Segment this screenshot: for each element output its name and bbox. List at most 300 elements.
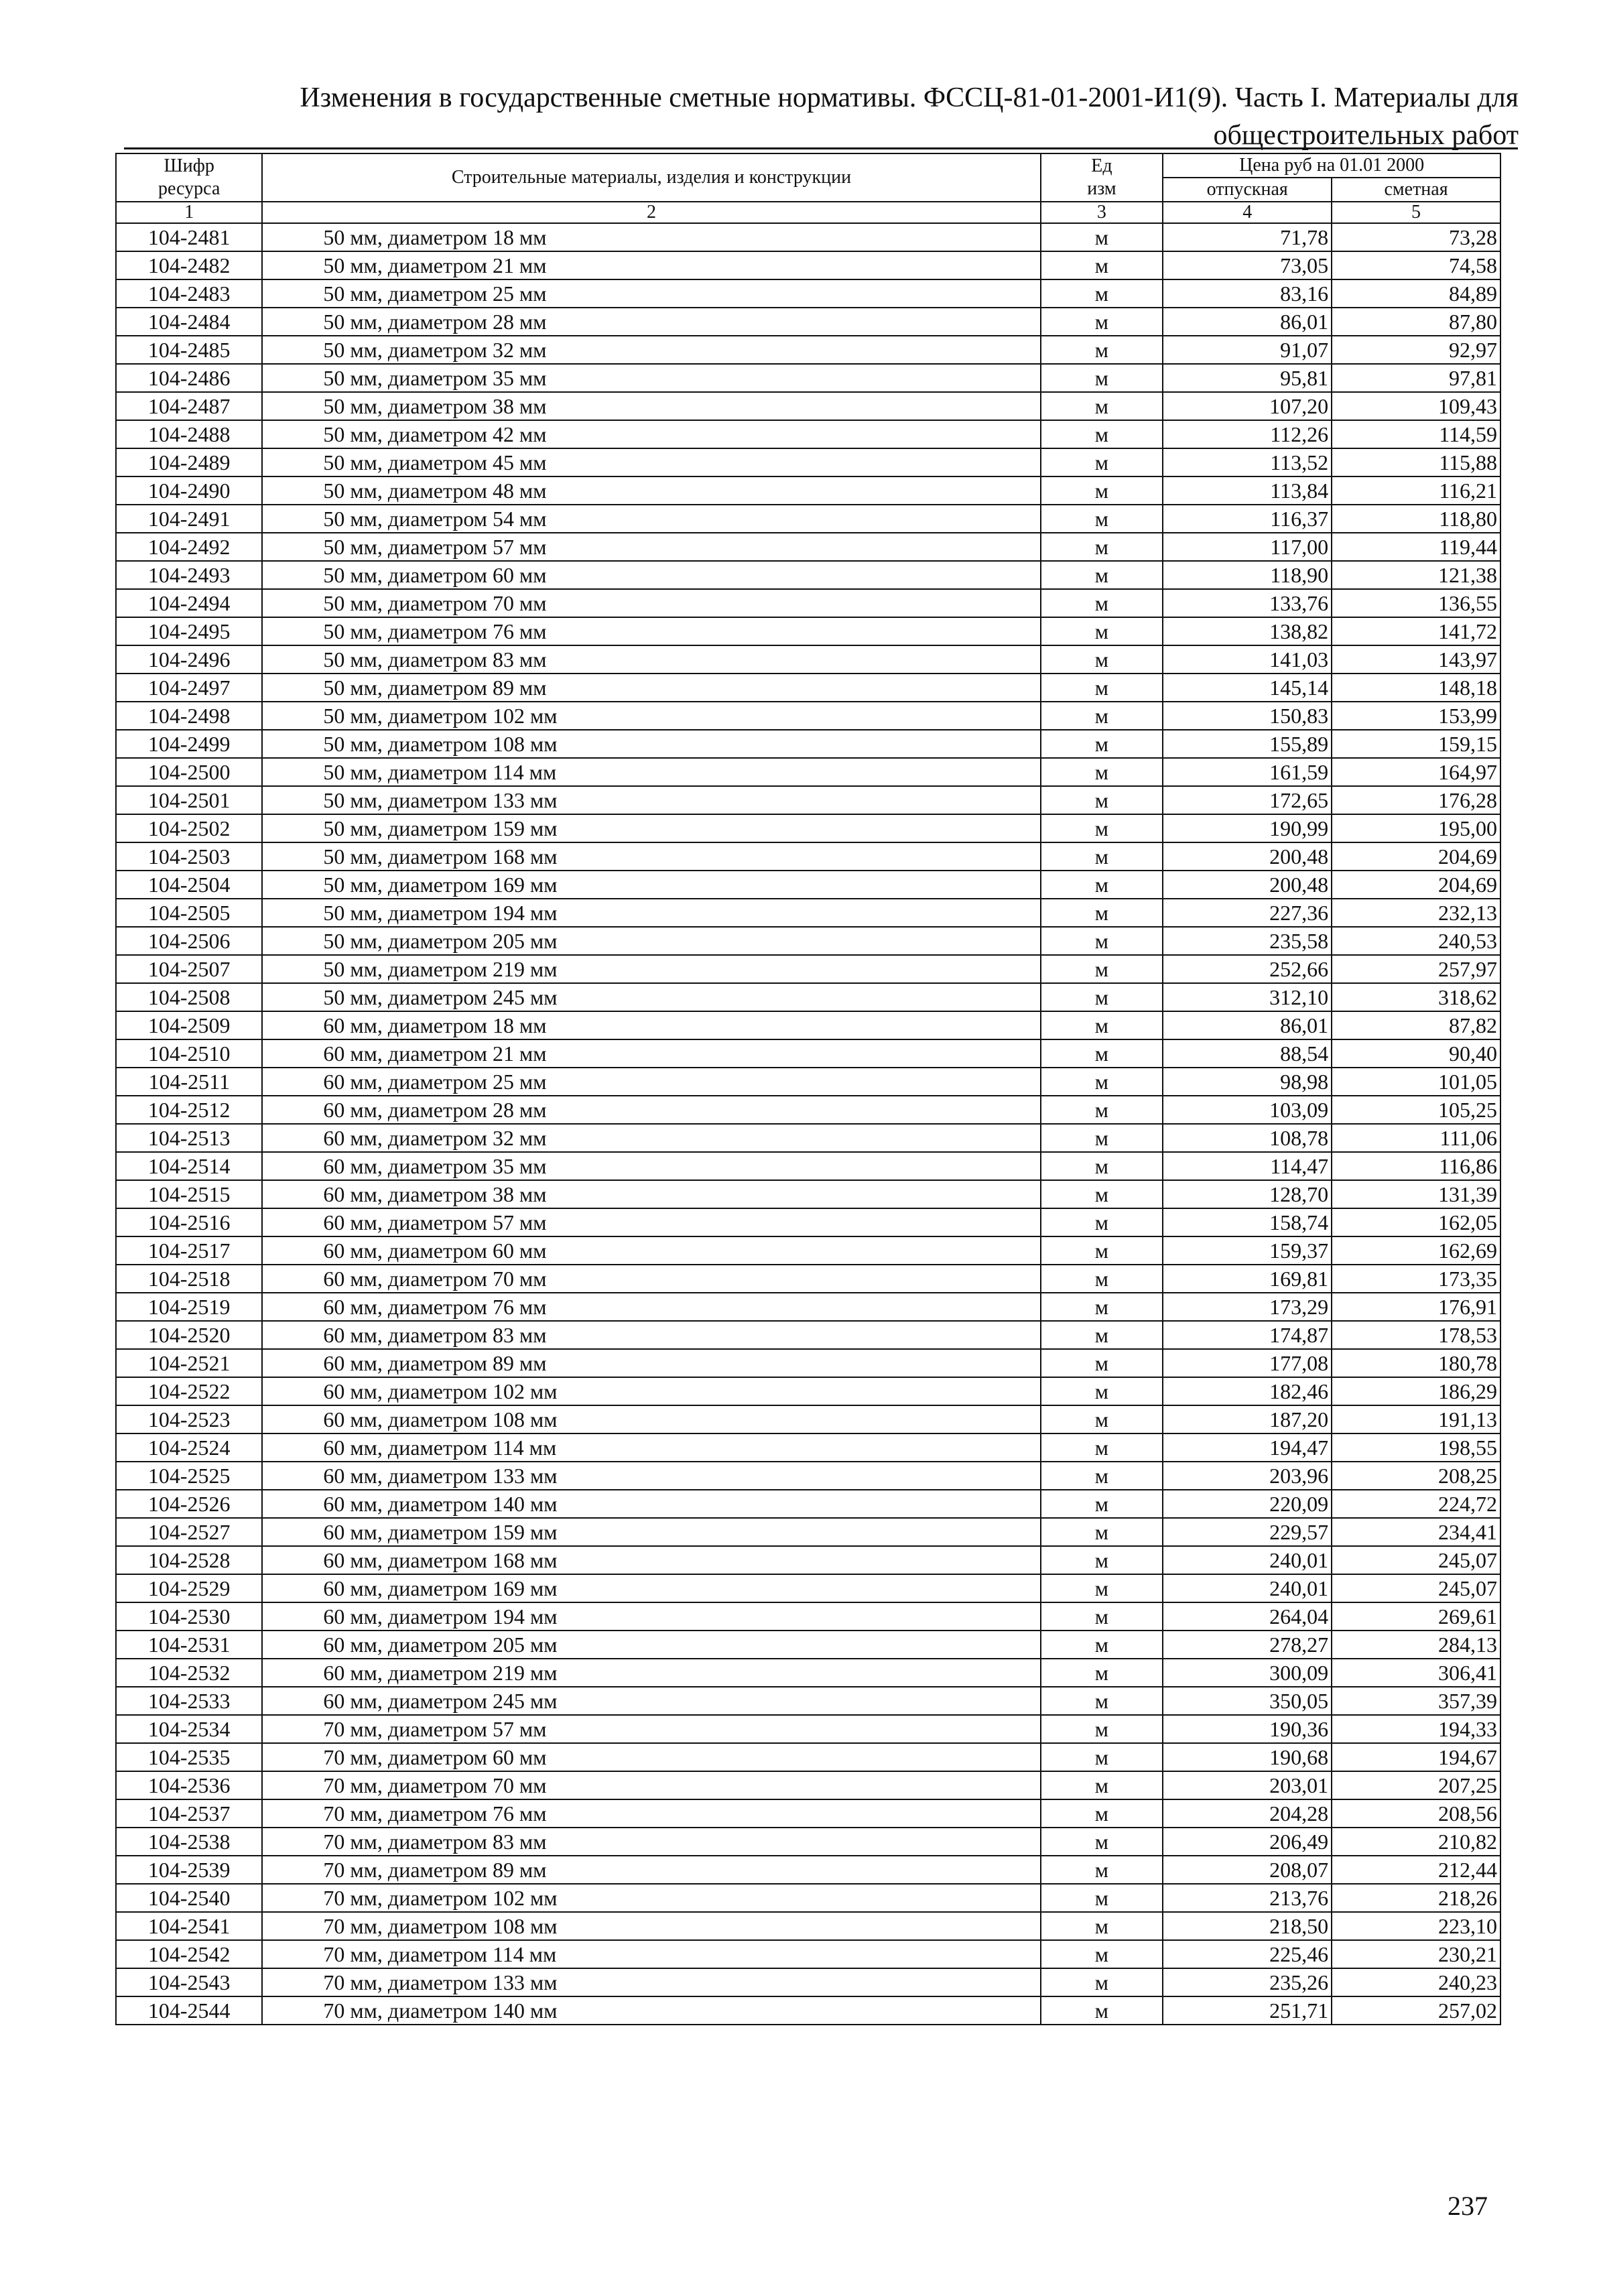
table-row [116, 1236, 1500, 1265]
estimate-price-cell: 208,25 [1332, 1462, 1500, 1490]
release-price-cell: 169,81 [1163, 1265, 1332, 1293]
release-price-cell: 86,01 [1163, 1011, 1332, 1039]
material-name-cell: 60 мм, диаметром 70 мм [262, 1265, 1040, 1293]
release-price-cell: 194,47 [1163, 1433, 1332, 1462]
unit-cell: м [1041, 1124, 1163, 1152]
table-row [116, 392, 1500, 420]
material-name-cell: 50 мм, диаметром 169 мм [262, 871, 1040, 899]
release-price-cell: 138,82 [1163, 617, 1332, 645]
table-row [116, 476, 1500, 505]
header-unit-line1: Ед [1091, 155, 1112, 176]
estimate-price-cell: 162,69 [1332, 1236, 1500, 1265]
release-price-cell: 174,87 [1163, 1321, 1332, 1349]
table-row [116, 1687, 1500, 1715]
table-row [116, 1743, 1500, 1771]
resource-code-cell: 104-2526 [116, 1490, 262, 1518]
estimate-price-cell: 257,02 [1332, 1996, 1500, 2025]
release-price-cell: 235,26 [1163, 1968, 1332, 1996]
resource-code-cell: 104-2528 [116, 1546, 262, 1574]
unit-cell: м [1041, 1490, 1163, 1518]
release-price-cell: 350,05 [1163, 1687, 1332, 1715]
table-row [116, 1574, 1500, 1602]
release-price-cell: 108,78 [1163, 1124, 1332, 1152]
estimate-price-cell: 218,26 [1332, 1884, 1500, 1912]
material-name-cell: 70 мм, диаметром 60 мм [262, 1743, 1040, 1771]
table-row [116, 871, 1500, 899]
unit-cell: м [1041, 533, 1163, 561]
resource-code-cell: 104-2524 [116, 1433, 262, 1462]
release-price-cell: 155,89 [1163, 730, 1332, 758]
unit-cell: м [1041, 308, 1163, 336]
estimate-price-cell: 105,25 [1332, 1096, 1500, 1124]
material-name-cell: 60 мм, диаметром 35 мм [262, 1152, 1040, 1180]
table-row [116, 336, 1500, 364]
resource-code-cell: 104-2513 [116, 1124, 262, 1152]
unit-cell: м [1041, 1968, 1163, 1996]
unit-cell: м [1041, 645, 1163, 674]
estimate-price-cell: 284,13 [1332, 1631, 1500, 1659]
unit-cell: м [1041, 251, 1163, 279]
unit-cell: м [1041, 1265, 1163, 1293]
unit-cell: м [1041, 1659, 1163, 1687]
release-price-cell: 264,04 [1163, 1602, 1332, 1631]
table-row [116, 1912, 1500, 1940]
table-row [116, 1180, 1500, 1208]
unit-cell: м [1041, 1152, 1163, 1180]
estimate-price-cell: 116,21 [1332, 476, 1500, 505]
unit-cell: м [1041, 1940, 1163, 1968]
material-name-cell: 60 мм, диаметром 57 мм [262, 1208, 1040, 1236]
column-number: 3 [1041, 202, 1163, 223]
resource-code-cell: 104-2499 [116, 730, 262, 758]
unit-cell: м [1041, 1462, 1163, 1490]
estimate-price-cell: 208,56 [1332, 1799, 1500, 1828]
resource-code-cell: 104-2502 [116, 814, 262, 842]
release-price-cell: 229,57 [1163, 1518, 1332, 1546]
estimate-price-cell: 159,15 [1332, 730, 1500, 758]
column-number: 5 [1332, 202, 1500, 223]
table-row [116, 730, 1500, 758]
unit-cell: м [1041, 1884, 1163, 1912]
release-price-cell: 252,66 [1163, 955, 1332, 983]
table-row [116, 814, 1500, 842]
estimate-price-cell: 84,89 [1332, 279, 1500, 308]
unit-cell: м [1041, 1096, 1163, 1124]
release-price-cell: 218,50 [1163, 1912, 1332, 1940]
header-line-1: Изменения в государственные сметные нормативы. ФССЦ-81-01-2001-И1(9). Часть I. Материалы для [300, 82, 1519, 113]
unit-cell: м [1041, 1433, 1163, 1462]
resource-code-cell: 104-2504 [116, 871, 262, 899]
estimate-price-cell: 87,82 [1332, 1011, 1500, 1039]
resource-code-cell: 104-2542 [116, 1940, 262, 1968]
release-price-cell: 112,26 [1163, 420, 1332, 448]
resource-code-cell: 104-2544 [116, 1996, 262, 2025]
resource-code-cell: 104-2535 [116, 1743, 262, 1771]
estimate-price-cell: 143,97 [1332, 645, 1500, 674]
unit-cell: м [1041, 1293, 1163, 1321]
unit-cell: м [1041, 1068, 1163, 1096]
header-price: Цена руб на 01.01 2000 [1163, 153, 1500, 178]
release-price-cell: 251,71 [1163, 1996, 1332, 2025]
unit-cell: м [1041, 1743, 1163, 1771]
material-name-cell: 60 мм, диаметром 32 мм [262, 1124, 1040, 1152]
resource-code-cell: 104-2510 [116, 1039, 262, 1068]
resource-code-cell: 104-2501 [116, 786, 262, 814]
unit-cell: м [1041, 955, 1163, 983]
release-price-cell: 190,36 [1163, 1715, 1332, 1743]
resource-code-cell: 104-2498 [116, 702, 262, 730]
estimate-price-cell: 269,61 [1332, 1602, 1500, 1631]
table-row [116, 1602, 1500, 1631]
release-price-cell: 113,84 [1163, 476, 1332, 505]
estimate-price-cell: 114,59 [1332, 420, 1500, 448]
unit-cell: м [1041, 1321, 1163, 1349]
unit-cell: м [1041, 1208, 1163, 1236]
estimate-price-cell: 232,13 [1332, 899, 1500, 927]
material-name-cell: 70 мм, диаметром 70 мм [262, 1771, 1040, 1799]
release-price-cell: 133,76 [1163, 589, 1332, 617]
release-price-cell: 159,37 [1163, 1236, 1332, 1265]
unit-cell: м [1041, 1039, 1163, 1068]
unit-cell: м [1041, 1912, 1163, 1940]
estimate-price-cell: 186,29 [1332, 1377, 1500, 1405]
estimate-price-cell: 240,23 [1332, 1968, 1500, 1996]
material-name-cell: 50 мм, диаметром 102 мм [262, 702, 1040, 730]
material-name-cell: 50 мм, диаметром 70 мм [262, 589, 1040, 617]
estimate-price-cell: 74,58 [1332, 251, 1500, 279]
table-row [116, 842, 1500, 871]
resource-code-cell: 104-2489 [116, 448, 262, 476]
resource-code-cell: 104-2541 [116, 1912, 262, 1940]
table-row [116, 420, 1500, 448]
unit-cell: м [1041, 1405, 1163, 1433]
table-row [116, 1828, 1500, 1856]
release-price-cell: 118,90 [1163, 561, 1332, 589]
estimate-price-cell: 306,41 [1332, 1659, 1500, 1687]
estimate-price-cell: 204,69 [1332, 842, 1500, 871]
release-price-cell: 204,28 [1163, 1799, 1332, 1828]
estimate-price-cell: 357,39 [1332, 1687, 1500, 1715]
material-name-cell: 50 мм, диаметром 108 мм [262, 730, 1040, 758]
resource-code-cell: 104-2537 [116, 1799, 262, 1828]
estimate-price-cell: 153,99 [1332, 702, 1500, 730]
table-row [116, 1546, 1500, 1574]
resource-code-cell: 104-2529 [116, 1574, 262, 1602]
estimate-price-cell: 176,91 [1332, 1293, 1500, 1321]
material-name-cell: 50 мм, диаметром 159 мм [262, 814, 1040, 842]
estimate-price-cell: 234,41 [1332, 1518, 1500, 1546]
table-row [116, 1968, 1500, 1996]
estimate-price-cell: 73,28 [1332, 223, 1500, 251]
table-header [116, 153, 1500, 202]
page-header [121, 79, 1519, 154]
material-name-cell: 50 мм, диаметром 35 мм [262, 364, 1040, 392]
material-name-cell: 60 мм, диаметром 108 мм [262, 1405, 1040, 1433]
material-name-cell: 60 мм, диаметром 245 мм [262, 1687, 1040, 1715]
header-code-line2: ресурса [158, 178, 220, 199]
material-name-cell: 50 мм, диаметром 245 мм [262, 983, 1040, 1011]
table-row [116, 1265, 1500, 1293]
resource-code-cell: 104-2525 [116, 1462, 262, 1490]
material-name-cell: 50 мм, диаметром 60 мм [262, 561, 1040, 589]
table-row [116, 899, 1500, 927]
resource-code-cell: 104-2534 [116, 1715, 262, 1743]
release-price-cell: 177,08 [1163, 1349, 1332, 1377]
release-price-cell: 190,99 [1163, 814, 1332, 842]
release-price-cell: 278,27 [1163, 1631, 1332, 1659]
estimate-price-cell: 136,55 [1332, 589, 1500, 617]
release-price-cell: 208,07 [1163, 1856, 1332, 1884]
material-name-cell: 60 мм, диаметром 114 мм [262, 1433, 1040, 1462]
material-name-cell: 60 мм, диаметром 83 мм [262, 1321, 1040, 1349]
table-row [116, 1096, 1500, 1124]
header-line-2: общестроительных работ [1213, 120, 1519, 151]
estimate-price-cell: 178,53 [1332, 1321, 1500, 1349]
material-name-cell: 60 мм, диаметром 76 мм [262, 1293, 1040, 1321]
table-row [116, 1659, 1500, 1687]
estimate-price-cell: 191,13 [1332, 1405, 1500, 1433]
unit-cell: м [1041, 476, 1163, 505]
resource-code-cell: 104-2483 [116, 279, 262, 308]
unit-cell: м [1041, 702, 1163, 730]
table-row [116, 955, 1500, 983]
table-row [116, 786, 1500, 814]
table-row [116, 1771, 1500, 1799]
unit-cell: м [1041, 279, 1163, 308]
material-name-cell: 70 мм, диаметром 76 мм [262, 1799, 1040, 1828]
estimate-price-cell: 230,21 [1332, 1940, 1500, 1968]
material-name-cell: 60 мм, диаметром 194 мм [262, 1602, 1040, 1631]
release-price-cell: 173,29 [1163, 1293, 1332, 1321]
release-price-cell: 128,70 [1163, 1180, 1332, 1208]
resource-code-cell: 104-2481 [116, 223, 262, 251]
resource-code-cell: 104-2491 [116, 505, 262, 533]
release-price-cell: 200,48 [1163, 842, 1332, 871]
material-name-cell: 50 мм, диаметром 83 мм [262, 645, 1040, 674]
estimate-price-cell: 210,82 [1332, 1828, 1500, 1856]
release-price-cell: 220,09 [1163, 1490, 1332, 1518]
unit-cell: м [1041, 1631, 1163, 1659]
estimate-price-cell: 141,72 [1332, 617, 1500, 645]
unit-cell: м [1041, 1771, 1163, 1799]
header-price-estimate: сметная [1332, 178, 1500, 202]
release-price-cell: 172,65 [1163, 786, 1332, 814]
header-unit [1041, 153, 1163, 202]
column-numbers-row [116, 202, 1500, 223]
unit-cell: м [1041, 392, 1163, 420]
header-code [116, 153, 262, 202]
unit-cell: м [1041, 336, 1163, 364]
material-name-cell: 50 мм, диаметром 168 мм [262, 842, 1040, 871]
material-name-cell: 60 мм, диаметром 205 мм [262, 1631, 1040, 1659]
material-name-cell: 60 мм, диаметром 219 мм [262, 1659, 1040, 1687]
resource-code-cell: 104-2523 [116, 1405, 262, 1433]
release-price-cell: 117,00 [1163, 533, 1332, 561]
release-price-cell: 227,36 [1163, 899, 1332, 927]
table-row [116, 1518, 1500, 1546]
material-name-cell: 50 мм, диаметром 219 мм [262, 955, 1040, 983]
release-price-cell: 71,78 [1163, 223, 1332, 251]
unit-cell: м [1041, 617, 1163, 645]
estimate-price-cell: 116,86 [1332, 1152, 1500, 1180]
resource-code-cell: 104-2505 [116, 899, 262, 927]
material-name-cell: 50 мм, диаметром 18 мм [262, 223, 1040, 251]
release-price-cell: 161,59 [1163, 758, 1332, 786]
material-name-cell: 70 мм, диаметром 57 мм [262, 1715, 1040, 1743]
table-row [116, 1940, 1500, 1968]
table-row [116, 1011, 1500, 1039]
estimate-price-cell: 118,80 [1332, 505, 1500, 533]
material-name-cell: 70 мм, диаметром 108 мм [262, 1912, 1040, 1940]
material-name-cell: 50 мм, диаметром 133 мм [262, 786, 1040, 814]
resource-code-cell: 104-2493 [116, 561, 262, 589]
column-number: 1 [116, 202, 262, 223]
estimate-price-cell: 195,00 [1332, 814, 1500, 842]
material-name-cell: 70 мм, диаметром 83 мм [262, 1828, 1040, 1856]
estimate-price-cell: 148,18 [1332, 674, 1500, 702]
release-price-cell: 235,58 [1163, 927, 1332, 955]
table-row [116, 1631, 1500, 1659]
unit-cell: м [1041, 814, 1163, 842]
estimate-price-cell: 119,44 [1332, 533, 1500, 561]
release-price-cell: 203,96 [1163, 1462, 1332, 1490]
table-row [116, 758, 1500, 786]
release-price-cell: 88,54 [1163, 1039, 1332, 1068]
release-price-cell: 116,37 [1163, 505, 1332, 533]
table-body [116, 202, 1500, 2025]
material-name-cell: 70 мм, диаметром 102 мм [262, 1884, 1040, 1912]
material-name-cell: 50 мм, диаметром 205 мм [262, 927, 1040, 955]
table-row [116, 1208, 1500, 1236]
resource-code-cell: 104-2539 [116, 1856, 262, 1884]
header-rule [124, 147, 1518, 149]
table-row [116, 1490, 1500, 1518]
material-name-cell: 50 мм, диаметром 21 мм [262, 251, 1040, 279]
resource-code-cell: 104-2531 [116, 1631, 262, 1659]
resource-code-cell: 104-2482 [116, 251, 262, 279]
material-name-cell: 60 мм, диаметром 18 мм [262, 1011, 1040, 1039]
resource-code-cell: 104-2495 [116, 617, 262, 645]
material-name-cell: 50 мм, диаметром 76 мм [262, 617, 1040, 645]
material-name-cell: 60 мм, диаметром 168 мм [262, 1546, 1040, 1574]
unit-cell: м [1041, 1574, 1163, 1602]
unit-cell: м [1041, 364, 1163, 392]
table-row [116, 279, 1500, 308]
resource-code-cell: 104-2506 [116, 927, 262, 955]
unit-cell: м [1041, 1856, 1163, 1884]
release-price-cell: 114,47 [1163, 1152, 1332, 1180]
resource-code-cell: 104-2527 [116, 1518, 262, 1546]
release-price-cell: 107,20 [1163, 392, 1332, 420]
resource-code-cell: 104-2507 [116, 955, 262, 983]
table-row [116, 1433, 1500, 1462]
table-row [116, 223, 1500, 251]
resource-code-cell: 104-2492 [116, 533, 262, 561]
table-row [116, 448, 1500, 476]
release-price-cell: 158,74 [1163, 1208, 1332, 1236]
material-name-cell: 50 мм, диаметром 54 мм [262, 505, 1040, 533]
resource-code-cell: 104-2484 [116, 308, 262, 336]
release-price-cell: 86,01 [1163, 308, 1332, 336]
material-name-cell: 50 мм, диаметром 28 мм [262, 308, 1040, 336]
release-price-cell: 187,20 [1163, 1405, 1332, 1433]
unit-cell: м [1041, 730, 1163, 758]
estimate-price-cell: 257,97 [1332, 955, 1500, 983]
estimate-price-cell: 180,78 [1332, 1349, 1500, 1377]
release-price-cell: 312,10 [1163, 983, 1332, 1011]
release-price-cell: 190,68 [1163, 1743, 1332, 1771]
estimate-price-cell: 245,07 [1332, 1546, 1500, 1574]
unit-cell: м [1041, 1715, 1163, 1743]
material-name-cell: 60 мм, диаметром 38 мм [262, 1180, 1040, 1208]
table-row [116, 308, 1500, 336]
resource-code-cell: 104-2500 [116, 758, 262, 786]
resource-code-cell: 104-2511 [116, 1068, 262, 1096]
release-price-cell: 240,01 [1163, 1546, 1332, 1574]
resource-code-cell: 104-2486 [116, 364, 262, 392]
unit-cell: м [1041, 1011, 1163, 1039]
material-name-cell: 50 мм, диаметром 42 мм [262, 420, 1040, 448]
release-price-cell: 141,03 [1163, 645, 1332, 674]
material-name-cell: 50 мм, диаметром 89 мм [262, 674, 1040, 702]
resource-code-cell: 104-2514 [116, 1152, 262, 1180]
release-price-cell: 300,09 [1163, 1659, 1332, 1687]
table-row [116, 983, 1500, 1011]
table-row [116, 1068, 1500, 1096]
table-row [116, 1405, 1500, 1433]
table-row [116, 702, 1500, 730]
unit-cell: м [1041, 758, 1163, 786]
resource-code-cell: 104-2490 [116, 476, 262, 505]
resource-code-cell: 104-2522 [116, 1377, 262, 1405]
resource-code-cell: 104-2521 [116, 1349, 262, 1377]
table-row [116, 1996, 1500, 2025]
release-price-cell: 113,52 [1163, 448, 1332, 476]
resource-code-cell: 104-2533 [116, 1687, 262, 1715]
unit-cell: м [1041, 505, 1163, 533]
material-name-cell: 50 мм, диаметром 25 мм [262, 279, 1040, 308]
resource-code-cell: 104-2508 [116, 983, 262, 1011]
resource-code-cell: 104-2518 [116, 1265, 262, 1293]
material-name-cell: 50 мм, диаметром 114 мм [262, 758, 1040, 786]
estimate-price-cell: 101,05 [1332, 1068, 1500, 1096]
table-row [116, 617, 1500, 645]
resource-code-cell: 104-2488 [116, 420, 262, 448]
release-price-cell: 150,83 [1163, 702, 1332, 730]
table-row [116, 1293, 1500, 1321]
release-price-cell: 91,07 [1163, 336, 1332, 364]
estimate-price-cell: 194,33 [1332, 1715, 1500, 1743]
unit-cell: м [1041, 842, 1163, 871]
table-row [116, 927, 1500, 955]
table-row [116, 1856, 1500, 1884]
resource-code-cell: 104-2520 [116, 1321, 262, 1349]
material-name-cell: 70 мм, диаметром 133 мм [262, 1968, 1040, 1996]
resource-code-cell: 104-2515 [116, 1180, 262, 1208]
material-name-cell: 70 мм, диаметром 89 мм [262, 1856, 1040, 1884]
estimate-price-cell: 97,81 [1332, 364, 1500, 392]
unit-cell: м [1041, 1377, 1163, 1405]
table-row [116, 1799, 1500, 1828]
table-row [116, 1152, 1500, 1180]
unit-cell: м [1041, 1687, 1163, 1715]
table-row [116, 674, 1500, 702]
resource-code-cell: 104-2543 [116, 1968, 262, 1996]
unit-cell: м [1041, 1828, 1163, 1856]
resource-code-cell: 104-2532 [116, 1659, 262, 1687]
estimate-price-cell: 109,43 [1332, 392, 1500, 420]
release-price-cell: 213,76 [1163, 1884, 1332, 1912]
